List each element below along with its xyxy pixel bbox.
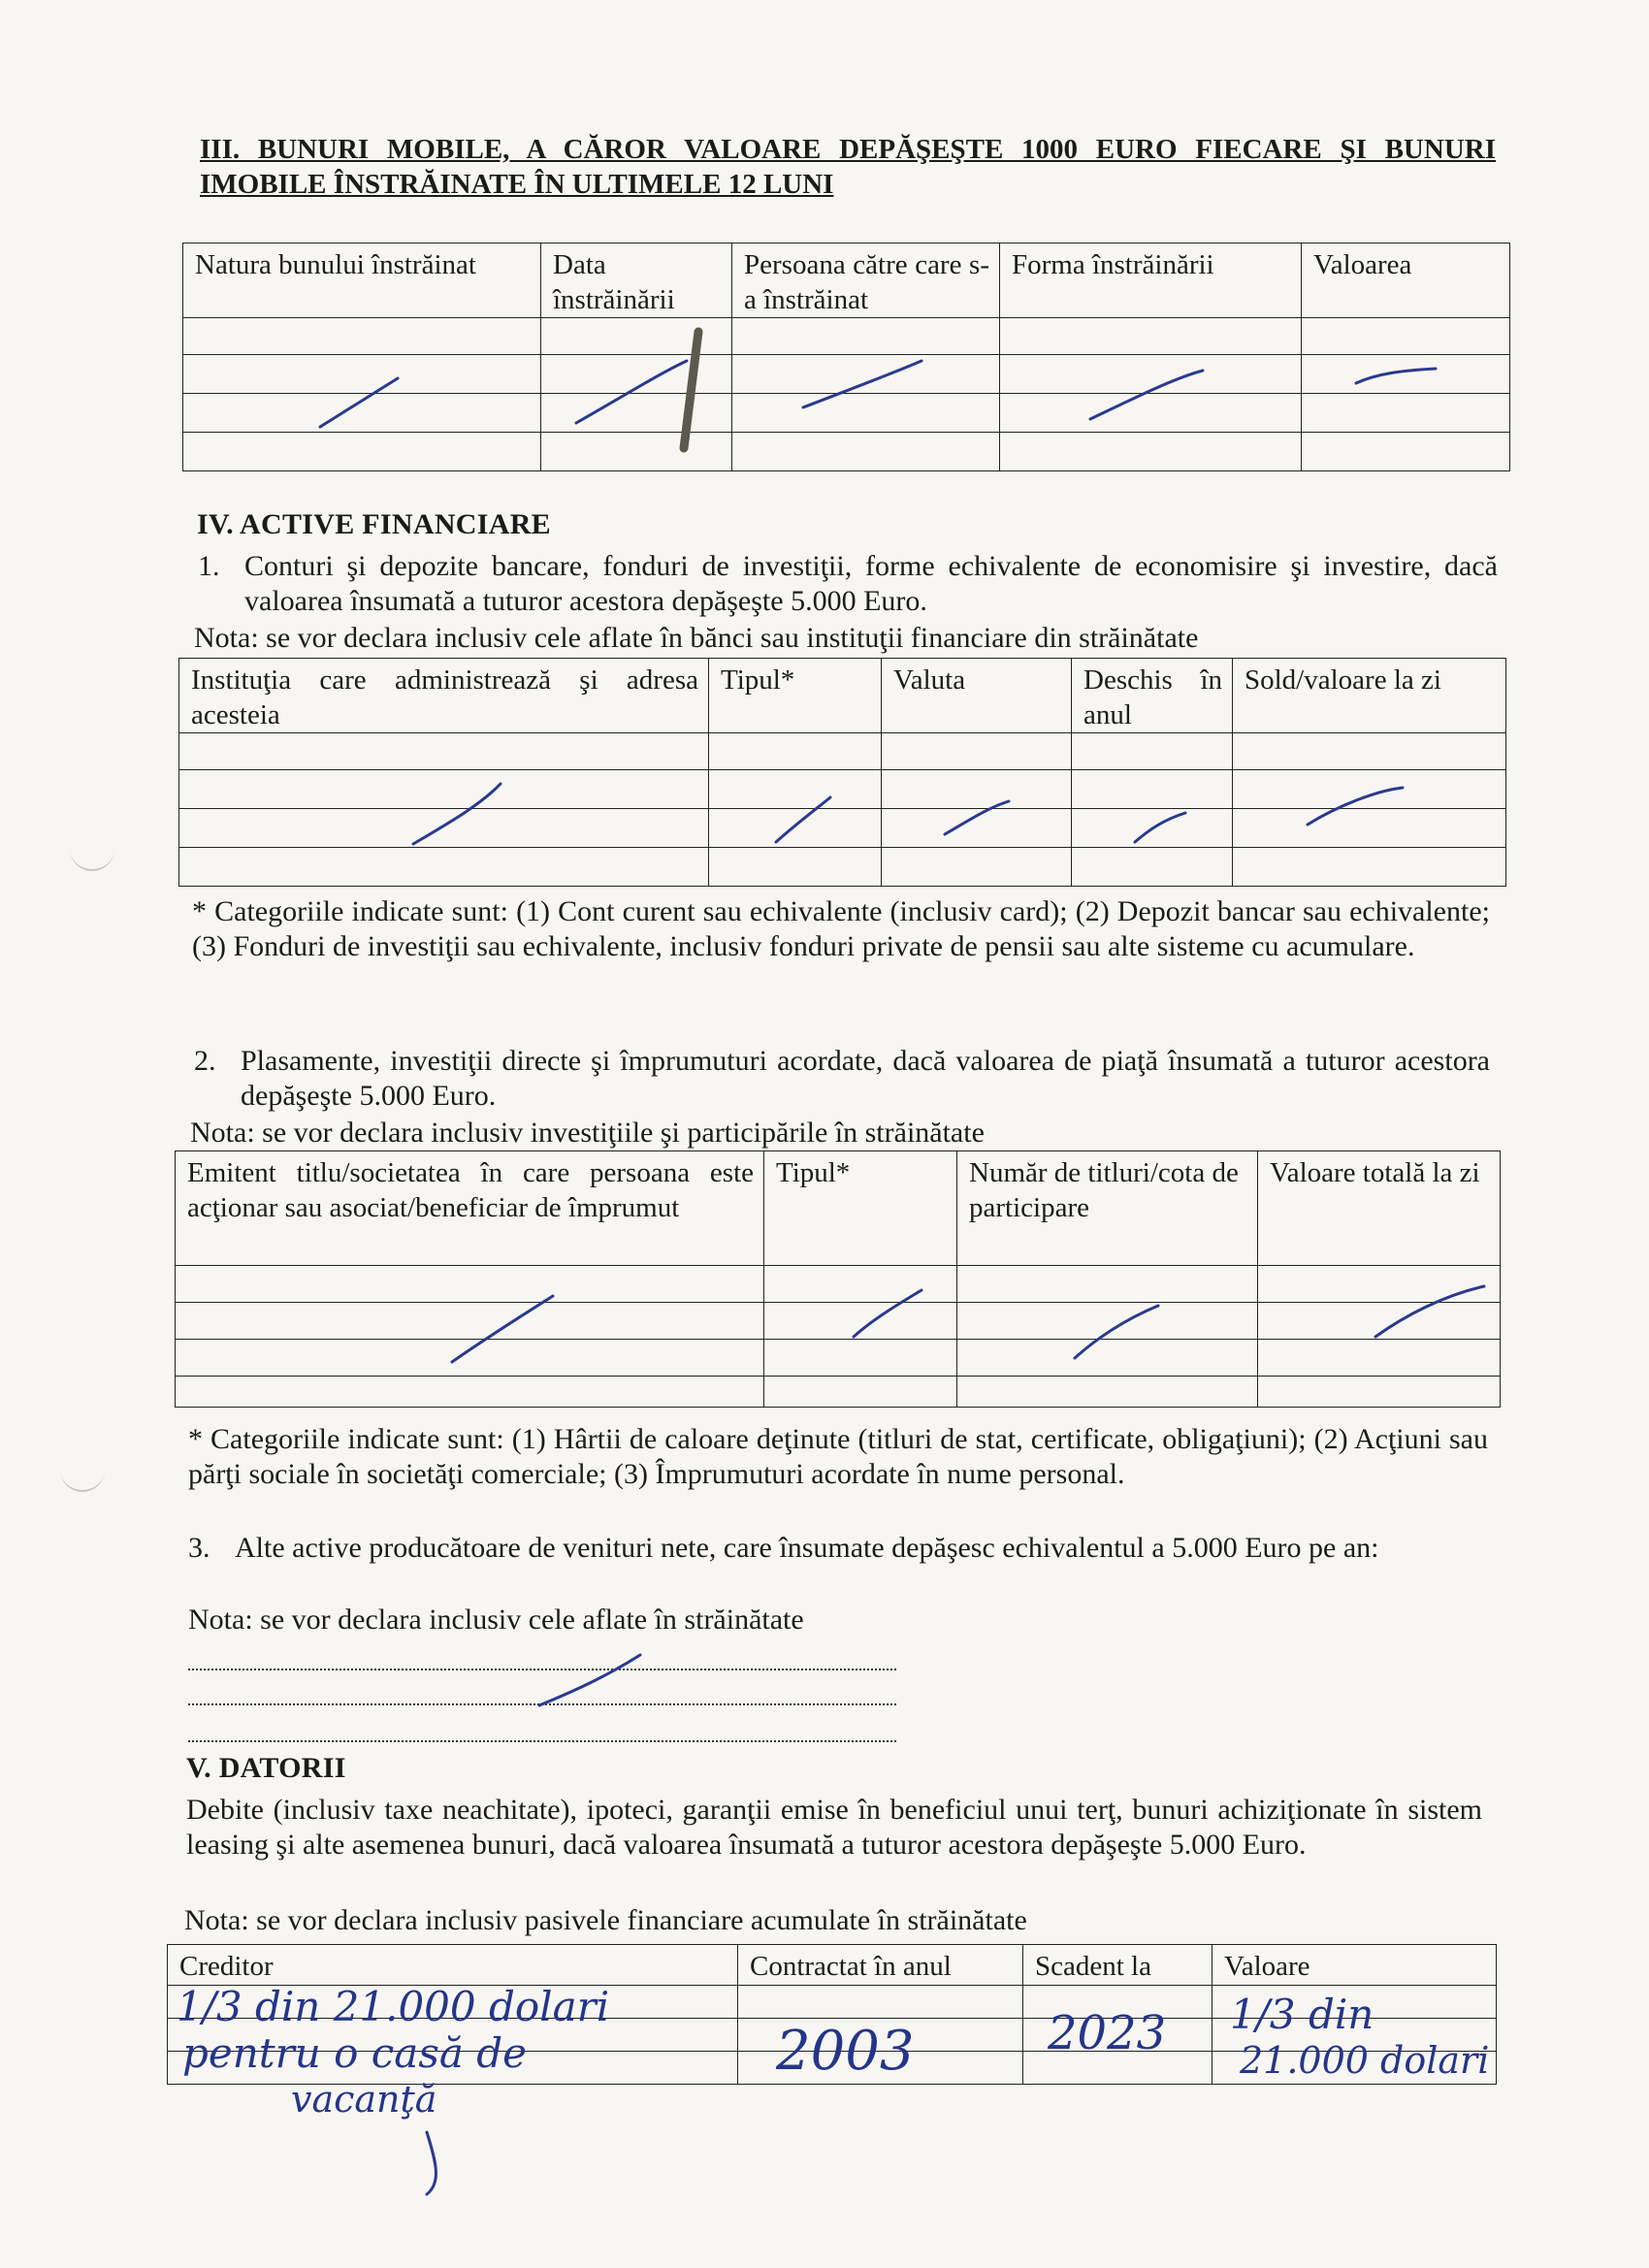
table-row (183, 433, 1510, 471)
table-header: Instituţia care administrează şi adresa acesteia (179, 659, 709, 733)
punch-hole-top (70, 840, 114, 871)
item-2-text: Plasamente, investiţii directe şi împrumuturi acordate, dacă valoarea de piaţă însumată a tuturor acestora depăşeşte 5.000 Euro. (241, 1045, 1490, 1112)
table-header: Scadent la (1023, 1945, 1212, 1986)
table-header: Contractat în anul (738, 1945, 1023, 1986)
table-header: Creditor (168, 1945, 738, 1986)
handwritten-value-line-2: 21.000 dolari (1240, 2039, 1490, 2082)
bank-accounts-table (178, 658, 1506, 887)
table-row (179, 809, 1506, 848)
table-row (179, 770, 1506, 809)
item-1-text: Conturi şi depozite bancare, fonduri de investiţii, forme echivalente de economisire şi investire, dacă valoarea însumată a tuturor acestora depăşeşte 5.000 Euro. (244, 550, 1498, 617)
table-header: Număr de titluri/cota de participare (957, 1151, 1258, 1266)
item-1-footnote: * Categoriile indicate sunt: (1) Cont curent sau echivalente (inclusiv card); (2) Depozit bancar sau echivalente; (3) Fonduri de investiţii sau echivalente, inclusiv fonduri private de pensii sau alte sisteme cu acumulare. (192, 895, 1490, 962)
table-header: Natura bunului înstrăinat (183, 243, 541, 318)
section-5-text: Debite (inclusiv taxe neachitate), ipoteci, garanţii emise în beneficiul unui terţ, bunuri achiziţionate în sistem leasing şi alte asemenea bunuri, dacă valoarea însumată a tuturor acestora depăşeşte 5.000 Euro. (186, 1794, 1482, 1861)
table-header: Valoarea (1302, 243, 1510, 318)
handwritten-creditor-line-2: pentru o casă de (182, 2029, 528, 2077)
table-header: Emitent titlu/societatea în care persoana este acţionar sau asociat/beneficiar de împrumut (176, 1151, 764, 1266)
table-header: Deschis în anul (1072, 659, 1233, 733)
dotted-line (188, 1703, 896, 1705)
table-row (183, 355, 1510, 394)
item-1-note: Nota: se vor declara inclusiv cele aflate în bănci sau instituţii financiare din străinătate (194, 622, 1199, 654)
item-2-number: 2. (194, 1045, 216, 1077)
item-1-number: 1. (198, 550, 220, 582)
item-2-note: Nota: se vor declara inclusiv investiţiile şi participările în străinătate (190, 1117, 985, 1149)
section-4-title: IV. ACTIVE FINANCIARE (197, 508, 551, 540)
table-header: Tipul* (764, 1151, 957, 1266)
table-row (183, 318, 1510, 355)
handwritten-value-line-1: 1/3 din (1230, 1991, 1374, 2038)
table-header: Valoare (1212, 1945, 1497, 1986)
table-row (176, 1377, 1501, 1408)
item-2-footnote: * Categoriile indicate sunt: (1) Hârtii de caloare deţinute (titluri de stat, certificate, obligaţiuni); (2) Acţiuni sau părţi sociale în societăţi comerciale; (3) Împrumuturi acordate în nume personal. (188, 1423, 1488, 1490)
table-row (179, 848, 1506, 887)
table-header: Forma înstrăinării (1000, 243, 1302, 318)
handwritten-creditor-line-1: 1/3 din 21.000 dolari (177, 1983, 610, 2030)
table-row (179, 733, 1506, 770)
item-3-note: Nota: se vor declara inclusiv cele aflate în străinătate (188, 1604, 804, 1636)
table-header: Data înstrăinării (541, 243, 732, 318)
table-header: Tipul* (709, 659, 882, 733)
table-header: Sold/valoare la zi (1233, 659, 1506, 733)
handwritten-contracted-year: 2003 (776, 2020, 915, 2083)
table-header: Valuta (882, 659, 1072, 733)
table-row (176, 1266, 1501, 1303)
item-3-text: Alte active producătoare de venituri nete, care însumate depăşesc echivalentul a 5.000 Euro pe an: (235, 1532, 1379, 1564)
table-header: Persoana către care s-a înstrăinat (732, 243, 1000, 318)
dotted-line (188, 1669, 896, 1670)
section-5-title: V. DATORII (186, 1752, 346, 1784)
investments-table (175, 1150, 1501, 1408)
table-row (183, 394, 1510, 433)
table-header: Valoare totală la zi (1258, 1151, 1501, 1266)
handwritten-creditor-line-3: vacanţă (291, 2078, 437, 2121)
table-row (176, 1303, 1501, 1340)
dotted-line (188, 1740, 896, 1742)
section-5-note: Nota: se vor declara inclusiv pasivele financiare acumulate în străinătate (184, 1904, 1027, 1936)
punch-hole-bottom (60, 1461, 105, 1492)
section-3-table (182, 243, 1510, 471)
table-row (176, 1340, 1501, 1377)
item-3-number: 3. (188, 1532, 210, 1564)
section-3-title: III. BUNURI MOBILE, A CĂROR VALOARE DEPĂŞEŞTE 1000 EURO FIECARE ŞI BUNURI IMOBILE ÎNSTRĂINATE ÎN ULTIMELE 12 LUNI (200, 134, 1496, 200)
handwritten-due-year: 2023 (1048, 2006, 1167, 2060)
